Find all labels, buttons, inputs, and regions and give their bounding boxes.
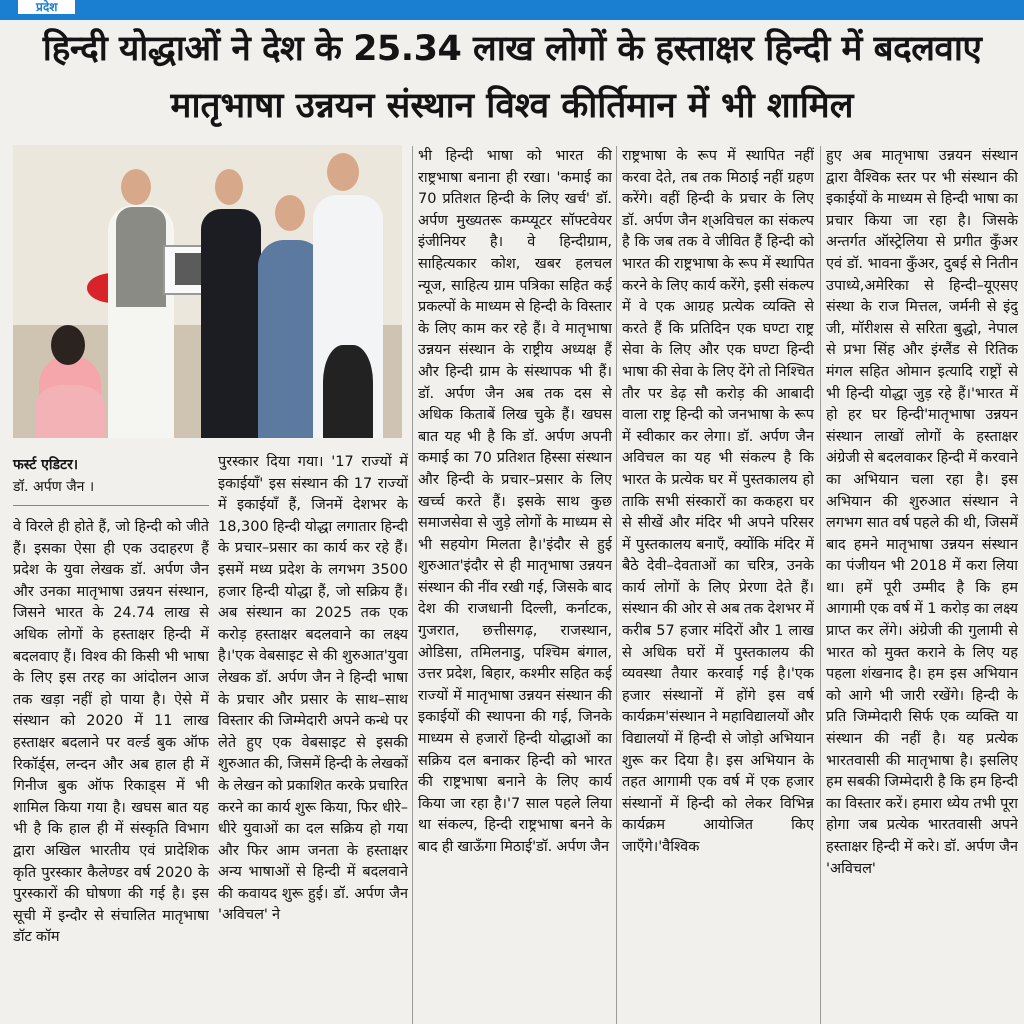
column-text: भी हिन्दी भाषा को भारत की राष्ट्रभाषा बनाना ही रखा। 'कमाई का 70 प्रतिशत हिन्दी के लिए खर्च' डॉ. अर्पण मुख्यतरू कम्प्यूटर सॉफ्टवेयर इंजीनियर है। वे हिन्दीग्राम, साहित्यकार कोश, खबर हलचल न्यूज, साहित्य ग्राम पत्रिका सहित कई प्रकल्पों के माध्यम से हिन्दी के विस्तार के लिए काम कर रहे हैं। वे मातृभाषा उन्नयन संस्थान के राष्ट्रीय अध्यक्ष हैं और हिन्दी ग्राम के संस्थापक भी हैं। डॉ. अर्पण जैन अब तक दस से अधिक किताबें लिख चुके हैं। खघस बात यह भी है कि डॉ. अर्पण अपनी कमाई का 70 प्रतिशत हिस्सा संस्थान और हिन्दी के प्रचार–प्रसार के लिए खर्च्च करते हैं। इसके साथ कुछ समाजसेवा से जुड़े लोगों के माध्यम से भी सहयोग मिलता है।'इंदौर से हुई शुरुआत'इंदौर से ही मातृभाषा उन्नयन संस्थान की नींव रखी गई, जिसके बाद देश की राजधानी दिल्ली, कर्नाटक, गुजरात, छत्तीसगढ़, राजस्थान, ओडिसा, तमिलनाडु, पश्चिम बंगाल, उत्तर प्रदेश, बिहार, कश्मीर सहित कई राज्यों में मातृभाषा उन्नयन संस्थान की इकाईयों की स्थापना की गई, जिनके माध्यम से हजारों हिन्दी योद्धाओं का सक्रिय दल बनाकर हिन्दी को भारत की राष्ट्रभाषा बनाने के लिए कार्य किया जा रहा है।'7 साल पहले लिया था संकल्प, हिन्दी राष्ट्रभाषा बनने के बाद ही खाऊँगा मिठाई'डॉ. अर्पण जैन	[418, 148, 612, 855]
person-woman-left-dress	[35, 385, 105, 438]
person-center-man-head	[215, 169, 243, 205]
article-column-5	[826, 146, 1018, 1024]
person-young-man-head	[327, 153, 359, 191]
byline: फर्स्ट एडिटर।	[13, 457, 79, 473]
byline-divider	[13, 505, 209, 506]
person-elder-man-head	[121, 169, 151, 205]
person-woman-left-head	[51, 325, 85, 365]
article-column-2	[218, 452, 408, 1024]
column-divider	[616, 146, 617, 1024]
article-column-3	[418, 146, 612, 1024]
column-divider	[820, 146, 821, 1024]
section-tag: प्रदेश	[18, 0, 75, 14]
news-photo	[13, 145, 402, 438]
person-young-man-trousers	[323, 345, 373, 438]
headline: हिन्दी योद्धाओं ने देश के 25.34 लाख लोगों के हस्ताक्षर हिन्दी में बदलवाए	[42, 29, 982, 69]
person-center-man	[201, 209, 261, 438]
author-name: डॉ. अर्पण जैन ।	[13, 479, 95, 495]
column-text: वे विरले ही होते हैं, जो हिन्दी को जीते हैं। इसका ऐसा ही एक उदाहरण हैं प्रदेश के युवा लेखक डॉ. अर्पण जैन और उनका मातृभाषा उन्नयन संस्थान, जिसने भारत के 24.74 लाख से अधिक लोगों के हस्ताक्षर हिन्दी में बदलवाए हैं। विश्व की किसी भी भाषा के लिए इस तरह का आंदोलन आज तक खड़ा नहीं हो पाया है। ऐसे में संस्थान को 2020 में 11 लाख हस्ताक्षर बदलाने पर वर्ल्ड बुक ऑफ रिकॉर्ड्स, लन्दन और अब हाल ही में गिनीज बुक ऑफ रिकाड्स में भी शामिल किया गया है। खघस बात यह भी है कि हाल ही में संस्कृति विभाग द्वारा अखिल भारतीय एवं प्रादेशिक कृति पुरस्कार कैलेण्डर वर्ष 2020 के पुरस्कारों की घोषणा की गई है। इस सूची में इन्दौर से संचालित मातृभाषा डॉट कॉम	[13, 519, 209, 946]
subheadline: मातृभाषा उन्नयन संस्थान विश्व कीर्तिमान में भी शामिल	[170, 86, 854, 126]
article-column-4	[622, 146, 814, 1024]
column-divider	[412, 146, 413, 1024]
column-text: हुए अब मातृभाषा उन्नयन संस्थान द्वारा वैश्विक स्तर पर भी संस्थान की इकाईयों के माध्यम से हिन्दी भाषा का प्रचार किया जा रहा है। जिसके अन्तर्गत ऑस्ट्रेलिया से प्रगीत कुँअर एवं डॉ. भावना कुँअर, दुबई से नितीन उपाध्ये,अमेरिका से हिन्दी–यूएसए संस्था के राज मित्तल, जर्मनी से इंदु जी, मॉरीशस से सरिता बुद्धो, नेपाल से प्रभा सिंह और इंग्लैंड से रितिक मंगल सहित ओमान इत्यादि राष्ट्रों से भी हिन्दी योद्धा जुड़ रहे हैं।'भारत में हो हर घर हिन्दी'मातृभाषा उन्नयन संस्थान लाखों लोगों के हस्ताक्षर अंग्रेजी से बदलवाकर हिन्दी में करवाने का अभियान चला रहा है। इस अभियान की शुरुआत संस्थान ने लगभग सात वर्ष पहले की थी, जिसमें बाद हमने मातृभाषा उन्नयन संस्थान का पंजीयन भी 2018 में करा लिया था। हमें पूरी उम्मीद है कि हम आगामी एक वर्ष में 1 करोड़ का लक्ष्य प्राप्त कर लेंगे। अंग्रेजी की गुलामी से भारत को मुक्त कराने के लिए यह पहला शंखनाद है। हम इस अभियान को आगे भी जारी रखेंगे। हिन्दी के प्रति जिम्मेदारी सिर्फ एक व्यक्ति या संस्थान की नहीं है। यह प्रत्येक भारतवासी की मातृभाषा है। इसलिए हम सबकी जिम्मेदारी है कि हम हिन्दी का विस्तार करें। हमारा ध्येय तभी पूरा होगा जब प्रत्येक भारतवासी अपने हस्ताक्षर हिन्दी में करे। डॉ. अर्पण जैन 'अविचल'	[826, 148, 1018, 877]
column-text: पुरस्कार दिया गया। '17 राज्यों में इकाईयाँ' इस संस्थान की 17 राज्यों में इकाईयाँ हैं, जिनमें देशभर के 18,300 हिन्दी योद्धा लगातार हिन्दी के प्रचार–प्रसार का कार्य कर रहे हैं। इसमें मध्य प्रदेश के लगभग 3500 हजार हिन्दी योद्धा हैं, जो सक्रिय हैं। अब संस्थान का 2025 तक एक करोड़ हस्ताक्षर बदलवाने का लक्ष्य है।'एक वेबसाइट से की शुरुआत'युवा लेखक डॉ. अर्पण जैन ने हिन्दी भाषा के प्रचार और प्रसार के साथ–साथ विस्तार की जिम्मेदारी अपने कन्धे पर लेते हुए एक वेबसाइट से इसकी शुरुआत की, जिसमें हिन्दी के लेखकों के लेखन को प्रकाशित करके प्रचारित करने का कार्य शुरू किया, फिर धीरे–धीरे युवाओं का दल सक्रिय हो गया और फिर आम जनता के हस्ताक्षर अन्य भाषाओं से हिन्दी में बदलवाने की कवायद शुरू हुई। डॉ. अर्पण जैन 'अविचल' ने	[218, 454, 408, 924]
person-elder-man-vest	[116, 207, 166, 307]
person-woman-right-head	[275, 195, 305, 231]
column-text: राष्ट्रभाषा के रूप में स्थापित नहीं करवा देते, तब तक मिठाई नहीं ग्रहण करेंगे। वहीं हिन्दी के प्रचार के लिए डॉ. अर्पण जैन श्अविचल का संकल्प है कि जब तक वे जीवित हैं हिन्दी को भारत की राष्ट्रभाषा के रूप में स्थापित करने के लिए कार्य करेंगे, इसी संकल्प में वे एक आग्रह प्रत्येक व्यक्ति से करते हैं कि प्रतिदिन एक घण्टा राष्ट्र सेवा के लिए और एक घण्टा हिन्दी भाषा की सेवा के लिए देंगे तो निश्चित तौर पर डेढ़ सौ करोड़ की आबादी वाला राष्ट्र हिन्दी को जनभाषा के रूप में स्वीकार कर लेगा। डॉ. अर्पण जैन अविचल का यह भी संकल्प है कि भारत के प्रत्येक घर में पुस्तकालय हो ताकि सभी संस्कारों का ककहरा घर से सीखें और मंदिर भी अपने परिसर में पुस्तकालय बनाएँ, क्योंकि मंदिर में बैठे देवी–देवताओं का चरित्र, उनके कार्य लोगों के लिए प्रेरणा देते हैं। संस्थान की ओर से अब तक देशभर में करीब 57 हजार मंदिरों और 1 लाख से अधिक घरों में पुस्तकालय की व्यवस्था तैयार करवाई गई है।'एक हजार संस्थानों में होंगे इस वर्ष कार्यक्रम'संस्थान ने महाविद्यालयों और विद्यालयों में हिन्दी से जोड़ो अभियान शुरू कर दिया है। इस अभियान के तहत आगामी एक वर्ष में एक हजार संस्थानों में हिन्दी को लेकर विभिन्न कार्यक्रम आयोजित किए जाएँगे।'वैश्विक	[622, 148, 814, 855]
article-column-1	[13, 517, 209, 1024]
section-banner	[0, 0, 1024, 20]
